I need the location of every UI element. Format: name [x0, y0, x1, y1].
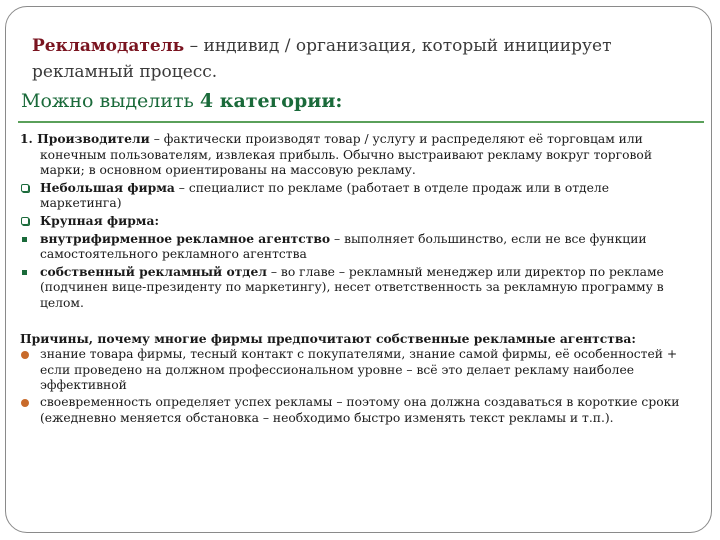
heading-prefix: Можно выделить	[21, 90, 200, 112]
item-text: – выполняет большинство, если не все функции самостоятельного рекламного агентства	[40, 231, 647, 262]
reason-text: своевременность определяет успех рекламы – поэтому она должна создаваться в короткие сроки (ежедневно меняется обстановка – необходимо быстро изменять текст рекламы и т.п.).	[40, 394, 680, 425]
reason-item	[20, 395, 692, 426]
dot-bullet-icon	[21, 351, 29, 359]
heading-bold: 4 категории:	[199, 90, 343, 112]
item-bold: Небольшая фирма	[40, 179, 175, 195]
slide-body	[20, 131, 692, 427]
square-bullet-icon	[22, 270, 27, 275]
list-item	[20, 213, 692, 230]
item-text: – во главе – рекламный менеджер или директор по рекламе (подчинен вице-президенту по маркетингу), несет ответственность за рекламную программу в целом.	[40, 264, 664, 310]
reasons-title: Причины, почему многие фирмы предпочитают собственные рекламные агентства:	[20, 330, 636, 346]
reason-text: знание товара фирмы, тесный контакт с покупателями, знание самой фирмы, её особенностей + если проведено на должном профессиональном уровне – всё это делает рекламу наиболее эффективной	[40, 347, 678, 393]
intro-definition-text: – индивид / организация, который инициирует рекламный процесс.	[32, 36, 612, 82]
categories-heading	[21, 88, 681, 114]
list-item	[20, 264, 692, 312]
checkbox-bullet-icon	[21, 217, 29, 225]
intro-term: Рекламодатель	[32, 36, 185, 56]
producers-paragraph	[20, 131, 692, 179]
producers-text: – фактически производят товар / услугу и распределяют её торговцам или конечным пользователям, извлекая прибыль. Обычно выстраивают рекламу вокруг торговой марки; в основном ориентированы на массовую рекламу.	[40, 132, 653, 178]
item-bold: внутрифирменное рекламное агентство	[40, 230, 331, 246]
divider-line	[18, 121, 704, 123]
intro-definition	[32, 33, 692, 85]
dot-bullet-icon	[21, 399, 29, 407]
square-bullet-icon	[22, 237, 27, 242]
reason-item	[20, 347, 692, 394]
item-bold: собственный рекламный отдел	[40, 263, 267, 279]
list-item	[20, 231, 692, 263]
spacer	[20, 313, 692, 331]
checkbox-bullet-icon	[21, 184, 29, 192]
list-item	[20, 180, 692, 212]
producers-title: 1. Производители	[20, 131, 150, 146]
item-text: – специалист по рекламе (работает в отделе продаж или в отделе маркетинга)	[40, 180, 609, 211]
item-bold: Крупная фирма:	[40, 212, 159, 228]
